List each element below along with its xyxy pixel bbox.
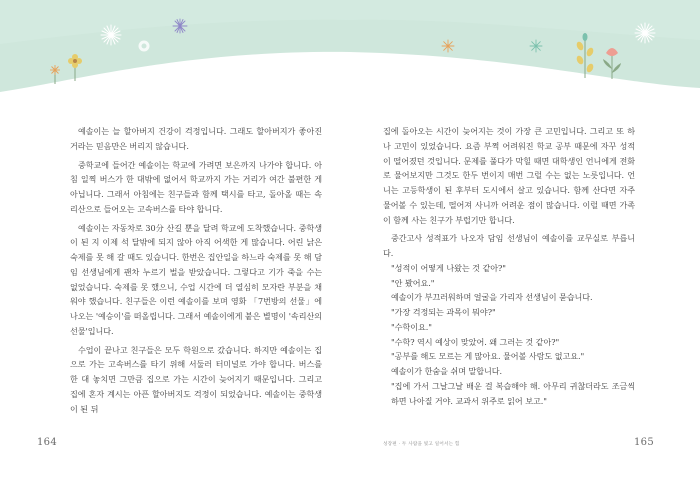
flower-icon [530, 40, 542, 52]
right-page-body [383, 124, 635, 408]
dialogue-line: 예솔이가 한숨을 쉬며 말합니다. [391, 366, 503, 376]
flower-icon [173, 19, 187, 33]
paragraph: 예솔이는 자동차로 30分 산길 뿐을 달려 학교에 도착했습니다. 중학생이 된 지 이제 석 달밖에 되지 않아 아직 어색한 게 많습니다. 어린 낡은 숙제를 못 해 갈 때도 있습니다. 한번은 집안일을 하느라 숙제를 못 해 담임 선생님에게 괜차 누르기 벌을 받았습니다. 그렇다고 기가 죽을 수는 없었습니다. 숙제를 못 했으니, 수업 시간에 더 열심히 모자란 부분을 채워야 했습니다. 친구들은 이런 예솔이를 보며 영화 「7번방의 선물」에 나오는 '예승이'를 떠올립니다. 그래서 예솔이에게 붙은 별명이 '속리산의 선물'입니다. [70, 222, 322, 336]
paragraph: 집에 돌아오는 시간이 늦어지는 것이 가장 큰 고민입니다. 그리고 또 하나 고민이 있었습니다. 요즘 부쩍 어려워진 학교 공부 때문에 자꾸 성적이 떨어졌던 것입니다. 문제를 풀다가 막힐 때면 대학생인 언니에게 전화로 물어보지만 그것도 한두 번이지 매번 그럴 수는 없는 노릇입니다. 언니는 고등학생이 된 후부터 도시에서 살고 있습니다. 함께 산다면 자주 물어볼 수 있는데, 떨어져 사니까 어려운 점이 많습니다. 이럴 때면 가족이 함께 사는 친구가 부럽기만 합니다. [383, 126, 635, 225]
paragraph: 중학교에 들어간 예솔이는 학교에 가려면 보은까지 나가야 합니다. 아침 일찍 버스가 한 대밖에 없어서 학교까지 가는 거리가 여간 불편한 게 아닙니다. 그래서 아침에는 친구들과 함께 택시를 타고, 돌아올 때는 속리산으로 들어오는 고속버스를 타야 합니다. [70, 159, 322, 214]
dialogue-line: "공부를 해도 모르는 게 많아요. 물어볼 사람도 없고요." [391, 351, 585, 362]
flower-icon [442, 40, 454, 52]
page-number-right: 165 [634, 437, 654, 448]
paragraph: 중간고사 성적표가 나오자 담임 선생님이 예솔이를 교무실로 부릅니다. [383, 233, 635, 258]
dialogue-line: "집에 가서 그날그날 배운 걸 복습해야 해. 아무리 귀찮더라도 조금씩 하면 나아질 거야. 교과서 위주로 읽어 보고." [391, 380, 635, 406]
dialogue-line: "수학? 역시 예상이 맞았어. 왜 그러는 것 같아?" [391, 336, 560, 347]
page-number-left: 164 [37, 437, 57, 448]
paragraph: 수업이 끝나고 친구들은 모두 학원으로 갔습니다. 하지만 예솔이는 집으로 가는 고속버스를 타기 위해 서둘러 터미널로 가야 합니다. 버스를 한 대 놓치면 그만큼 집으로 가는 시간이 늦어지기 때문입니다. 그리고 집에 혼자 계시는 아픈 할아버지도 걱정이 되었습니다. 예솔이는 중학생이 된 뒤 [70, 344, 322, 414]
dandelion-icon [635, 23, 655, 43]
paragraph: 예솔이는 늘 할아버지 건강이 걱정입니다. 그래도 할아버지가 좋아진 거라는 믿음만은 버리지 않습니다. [70, 126, 322, 151]
dialogue-line: 예솔이가 부끄러워하며 얼굴을 가리자 선생님이 묻습니다. [391, 292, 593, 303]
running-head: 성장편 · 두 사람을 빛고 일어서는 힘 [383, 442, 460, 447]
floral-header [0, 0, 700, 140]
dialogue-line: "수학이요." [391, 321, 432, 332]
dialogue-line: "성적이 어떻게 나왔는 것 같아?" [391, 262, 506, 273]
dialogue-line: "가장 걱정되는 과목이 뭐야?" [391, 307, 496, 317]
dialogue-line: "안 봤어요." [391, 277, 435, 288]
flower-icon [139, 41, 150, 52]
left-page-body [70, 124, 322, 416]
dandelion-icon [101, 25, 121, 45]
